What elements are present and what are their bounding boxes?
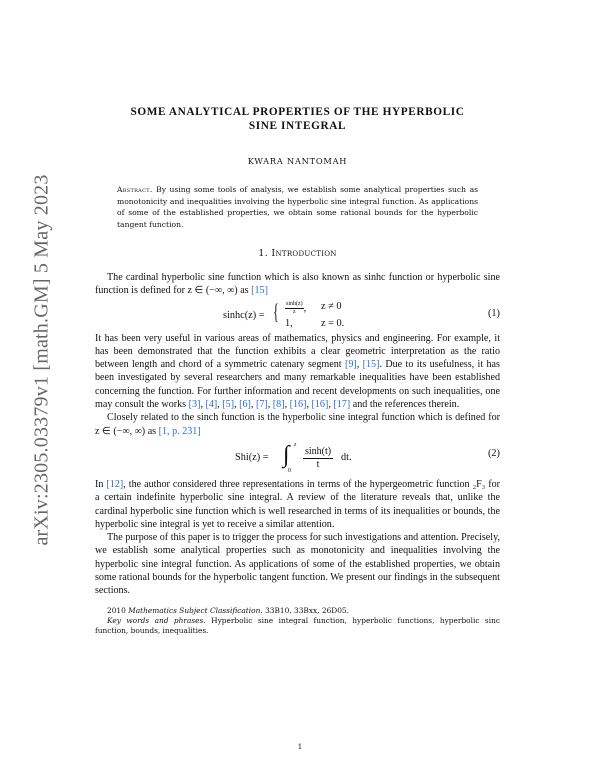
eq2-number: (2) <box>487 447 500 459</box>
arxiv-stamp-text: arXiv:2305.03379v1 [math.GM] 5 May 2023 <box>30 174 53 546</box>
citation-link[interactable]: [3] <box>188 399 201 411</box>
paragraph-4-text-a: In <box>95 478 104 490</box>
eq1-lhs: sinhc(z) = <box>223 309 265 321</box>
paragraph-1-text: The cardinal hyperbolic sine function which is also known as sinhc function or hyperbolic sine function is defined for z ∈ (−∞, ∞) as <box>95 272 500 297</box>
eq1-frac-den: z <box>293 308 296 315</box>
paragraph-4-text-b: , the author considered three representations in terms of the hypergeometric function ₂F₃ for a certain indefinite hyperbolic sine integral. A review of the literature reveals that, unlike the cardinal hyperbolic sine function which is well researched in terms of its inequalities or bounds, the hyperbolic sine integral is yet to receive a similar attention. <box>95 478 500 530</box>
footnote-keywords-label: Key words and phrases. <box>107 615 206 625</box>
eq2-lower-limit: 0 <box>288 467 291 474</box>
eq2-dt: dt. <box>341 451 352 463</box>
eq1-frac-num: sinh(z) <box>286 300 303 307</box>
footnote-msc <box>95 606 500 616</box>
eq1-case2-value: 1, <box>285 317 293 329</box>
eq2-fraction <box>303 446 333 471</box>
paragraph-2-text-b: . Due to its usefulness, it has been investigated by several researchers and many remarkable inequalities have been established concerning the function. For further information and recent developments on such inequalities, one may consult the works <box>95 359 500 411</box>
paragraph-5 <box>95 531 500 597</box>
eq2-den: t <box>316 458 320 470</box>
page-number: 1 <box>297 742 303 751</box>
footnote-keywords-text: Hyperbolic sine integral function, hyperbolic functions, hyperbolic sinc function, bounds, inequalities. <box>95 615 500 635</box>
eq2-num: sinh(t) <box>305 445 332 457</box>
citation-link[interactable]: [16] <box>289 399 307 411</box>
eq1-case2-cond: z = 0. <box>321 317 345 329</box>
integral-sign: ∫ <box>283 441 290 468</box>
footnote-keywords <box>95 616 500 636</box>
paragraph-4 <box>95 478 500 531</box>
citation-link[interactable]: [15] <box>362 359 380 371</box>
eq1-case1-cond: z ≠ 0 <box>321 300 342 312</box>
paragraph-3-text: Closely related to the sinch function is the hyperbolic sine integral function which is defined for z ∈ (−∞, ∞) as <box>95 412 500 437</box>
title-line-2: SINE INTEGRAL <box>248 120 347 132</box>
section-heading-introduction: 1. Introduction <box>258 248 337 259</box>
eq1-case1-comma: , <box>303 302 307 314</box>
abstract-label: Abstract. <box>117 185 153 194</box>
footnote-msc-codes: 33B10, 33Bxx, 26D05. <box>265 605 349 615</box>
arxiv-stamp <box>22 160 62 560</box>
abstract-text: By using some tools of analysis, we establish some analytical properties such as monotonicity and inequalities involving the hyperbolic sine integral function. As applications of some of the established properties, we obtain some rational bounds for the hyperbolic tangent function. <box>117 185 479 229</box>
citation-link[interactable]: [8] <box>272 399 285 411</box>
citation-link[interactable]: [9] <box>344 359 357 371</box>
paragraph-2-sep: , <box>356 359 360 371</box>
eq1-number: (1) <box>487 307 500 319</box>
eq2-upper-limit: z <box>294 441 297 448</box>
equation-1 <box>95 298 500 332</box>
eq1-case1-value <box>285 301 306 316</box>
paper-page <box>95 105 500 636</box>
equation-2 <box>95 438 500 478</box>
citation-link[interactable]: [15] <box>251 285 268 297</box>
citation-link[interactable]: [7] <box>255 399 268 411</box>
citation-link[interactable]: [16] <box>311 399 329 411</box>
paragraph-1 <box>95 271 500 298</box>
citation-link[interactable]: [6] <box>239 399 251 411</box>
paragraph-2-text-c: and the references therein. <box>352 399 460 411</box>
footnote-msc-year: 2010 <box>107 605 126 615</box>
paragraph-2-text-a: It has been very useful in various areas of mathematics, physics and engineering. For example, it has been demonstrated that the function exhibits a clear geometric interpretation as the ratio between length and chord of a symmetric catenary segment <box>95 332 500 371</box>
title-line-1: SOME ANALYTICAL PROPERTIES OF THE HYPERBOLIC <box>130 106 465 118</box>
paper-title <box>95 105 500 133</box>
author: KWARA NANTOMAH <box>247 156 348 166</box>
citation-link[interactable]: [4] <box>205 399 218 411</box>
citation-link[interactable]: [17] <box>333 399 351 411</box>
abstract <box>117 184 478 230</box>
paragraph-2: It has been very useful in various areas of mathematics, physics and engineering. For example, it has been demonstrated that the function exhibits a clear geometric interpretation as the ratio between length and chord of a symmetric catenary segment [9], [15]. Due to its usefulness, it has been investigated by several researchers and many remarkable inequalities have been established concerning the function. For further information and recent developments on such inequalities, one may consult the works [3], [4], [5], [6], [7], [8], [16], [16], [17] and the references therein. <box>95 332 500 411</box>
paragraph-5-text: The purpose of this paper is to trigger the process for such investigations and attention. Precisely, we establish some analytical properties such as monotonicity and inequalities involving the hyperbolic sine integral function. As applications of some of the established properties, we obtain some rational bounds for the hyperbolic tangent function. We present our findings in the subsequent sections. <box>95 532 500 597</box>
citation-link[interactable]: [5] <box>222 399 235 411</box>
paragraph-3 <box>95 411 500 438</box>
citation-link[interactable]: [12] <box>106 478 124 490</box>
eq1-brace: { <box>273 298 279 324</box>
eq2-lhs: Shi(z) = <box>235 451 269 463</box>
footnote-msc-label: Mathematics Subject Classification. <box>128 605 263 615</box>
citation-link[interactable]: [1, p. 231] <box>158 425 201 437</box>
